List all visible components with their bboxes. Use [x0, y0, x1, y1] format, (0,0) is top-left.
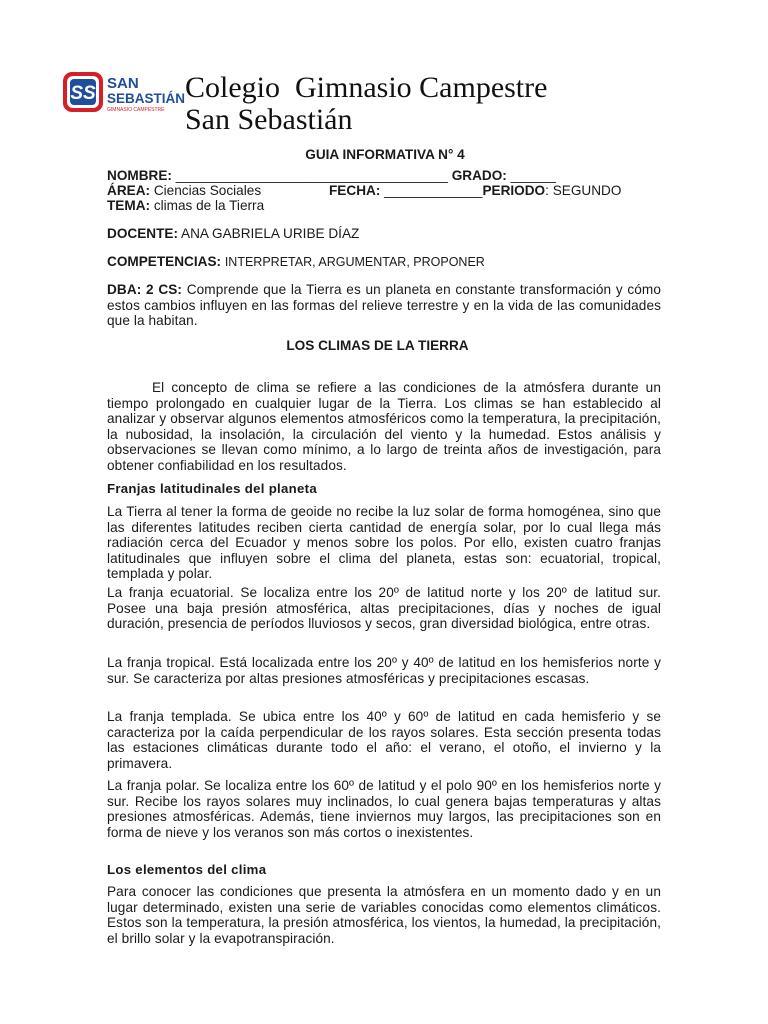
competencias-value: INTERPRETAR, ARGUMENTAR, PROPONER	[224, 255, 485, 269]
grado-label: GRADO:	[451, 168, 507, 183]
periodo-label: PERIODO	[482, 183, 546, 198]
school-logo	[62, 70, 186, 116]
competencias-row	[107, 254, 485, 271]
fecha-row	[329, 183, 621, 199]
doc-title: GUIA INFORMATIVA N° 4	[305, 147, 465, 162]
school-name-line1: Colegio Gimnasio Campestre	[185, 71, 548, 104]
svg-text:SEBASTIÁN: SEBASTIÁN	[107, 91, 186, 106]
franjas-heading: Franjas latitudinales del planeta	[107, 481, 317, 496]
grado-field[interactable]: ______	[510, 168, 556, 183]
dba-paragraph	[107, 282, 661, 329]
area-value: Ciencias Sociales	[153, 183, 262, 198]
area-label: ÁREA:	[107, 183, 151, 198]
competencias-label: COMPETENCIAS:	[107, 254, 222, 269]
section-title: LOS CLIMAS DE LA TIERRA	[286, 338, 469, 353]
elementos-paragraph: Para conocer las condiciones que presenta la atmósfera en un momento dado y en un lugar determinado, existen una serie de variables conocidas como elementos climáticos. Estos son la temperatura, la presión atmosférica, los vientos, la humedad, la precipitación, el brillo solar y la evapotranspiración.	[107, 884, 661, 946]
svg-text:SS: SS	[70, 83, 96, 104]
franjas-paragraph-1: La Tierra al tener la forma de geoide no recibe la luz solar de forma homogénea, sino que las diferentes latitudes reciben cierta cantidad de energía solar, por lo cual llega más radiación cerca del Ecuador y menos sobre los polos. Por ello, existen cuatro franjas latitudinales que influyen sobre el clima del planeta, estas son: ecuatorial, tropical, templada y polar.	[107, 504, 661, 581]
school-name	[185, 72, 705, 136]
tema-label: TEMA:	[107, 198, 151, 213]
school-name-line2: San Sebastián	[185, 103, 353, 136]
docente-value: ANA GABRIELA URIBE DÍAZ	[181, 226, 360, 241]
intro-paragraph: El concepto de clima se refiere a las condiciones de la atmósfera durante un tiempo prolongado en cualquier lugar de la Tierra. Los climas se han establecido al analizar y observar algunos elementos atmosféricos como la temperatura, la precipitación, la nubosidad, la insolación, la circulación del viento y la humedad. Estos análisis y observaciones se llevan como mínimo, a lo largo de treinta años de investigación, para obtener confiabilidad en los resultados.	[107, 380, 661, 473]
nombre-field[interactable]: ____________________________________	[175, 168, 448, 183]
tema-row	[107, 198, 264, 214]
area-row	[107, 183, 261, 199]
docente-label: DOCENTE:	[107, 226, 178, 241]
franja-ecuatorial-paragraph: La franja ecuatorial. Se localiza entre los 20º de latitud norte y los 20º de latitud sur. Posee una baja presión atmosférica, altas precipitaciones, días y noches de igual duración, presencia de períodos lluviosos y secos, gran diversidad biológica, entre otras.	[107, 585, 661, 631]
franja-polar-paragraph: La franja polar. Se localiza entre los 60º de latitud y el polo 90º en los hemisferios norte y sur. Recibe los rayos solares muy inclinados, lo cual genera bajas temperaturas y altas presiones atmosféricas. Además, tiene inviernos muy largos, las precipitaciones son en forma de nieve y los veranos son más cortos o inexistentes.	[107, 778, 661, 840]
dba-text: Comprende que la Tierra es un planeta en constante transformación y cómo estos cambios influyen en las formas del relieve terrestre y en la vida de las comunidades que la habitan.	[107, 282, 661, 328]
svg-text:SAN: SAN	[107, 75, 139, 92]
tema-value: climas de la Tierra	[153, 198, 265, 213]
nombre-row	[107, 168, 556, 184]
periodo-value: : SEGUNDO	[545, 183, 622, 198]
elementos-heading: Los elementos del clima	[107, 862, 267, 877]
dba-label: DBA: 2 CS:	[107, 282, 183, 297]
franja-templada-paragraph: La franja templada. Se ubica entre los 40º y 60º de latitud en cada hemisferio y se caracteriza por la caída perpendicular de los rayos solares. Esta sección presenta todas las estaciones climáticas durante todo el año: el verano, el otoño, el invierno y la primavera.	[107, 709, 661, 771]
franja-tropical-paragraph: La franja tropical. Está localizada entre los 20º y 40º de latitud en los hemisferios norte y sur. Se caracteriza por altas presiones atmosféricas y precipitaciones escasas.	[107, 655, 661, 686]
docente-row	[107, 226, 359, 242]
fecha-field[interactable]: _____________	[384, 183, 483, 198]
svg-text:GIMNASIO CAMPESTRE: GIMNASIO CAMPESTRE	[107, 107, 165, 113]
fecha-label: FECHA:	[329, 183, 381, 198]
logo-emblem-icon	[62, 70, 186, 116]
nombre-label: NOMBRE:	[107, 168, 172, 183]
